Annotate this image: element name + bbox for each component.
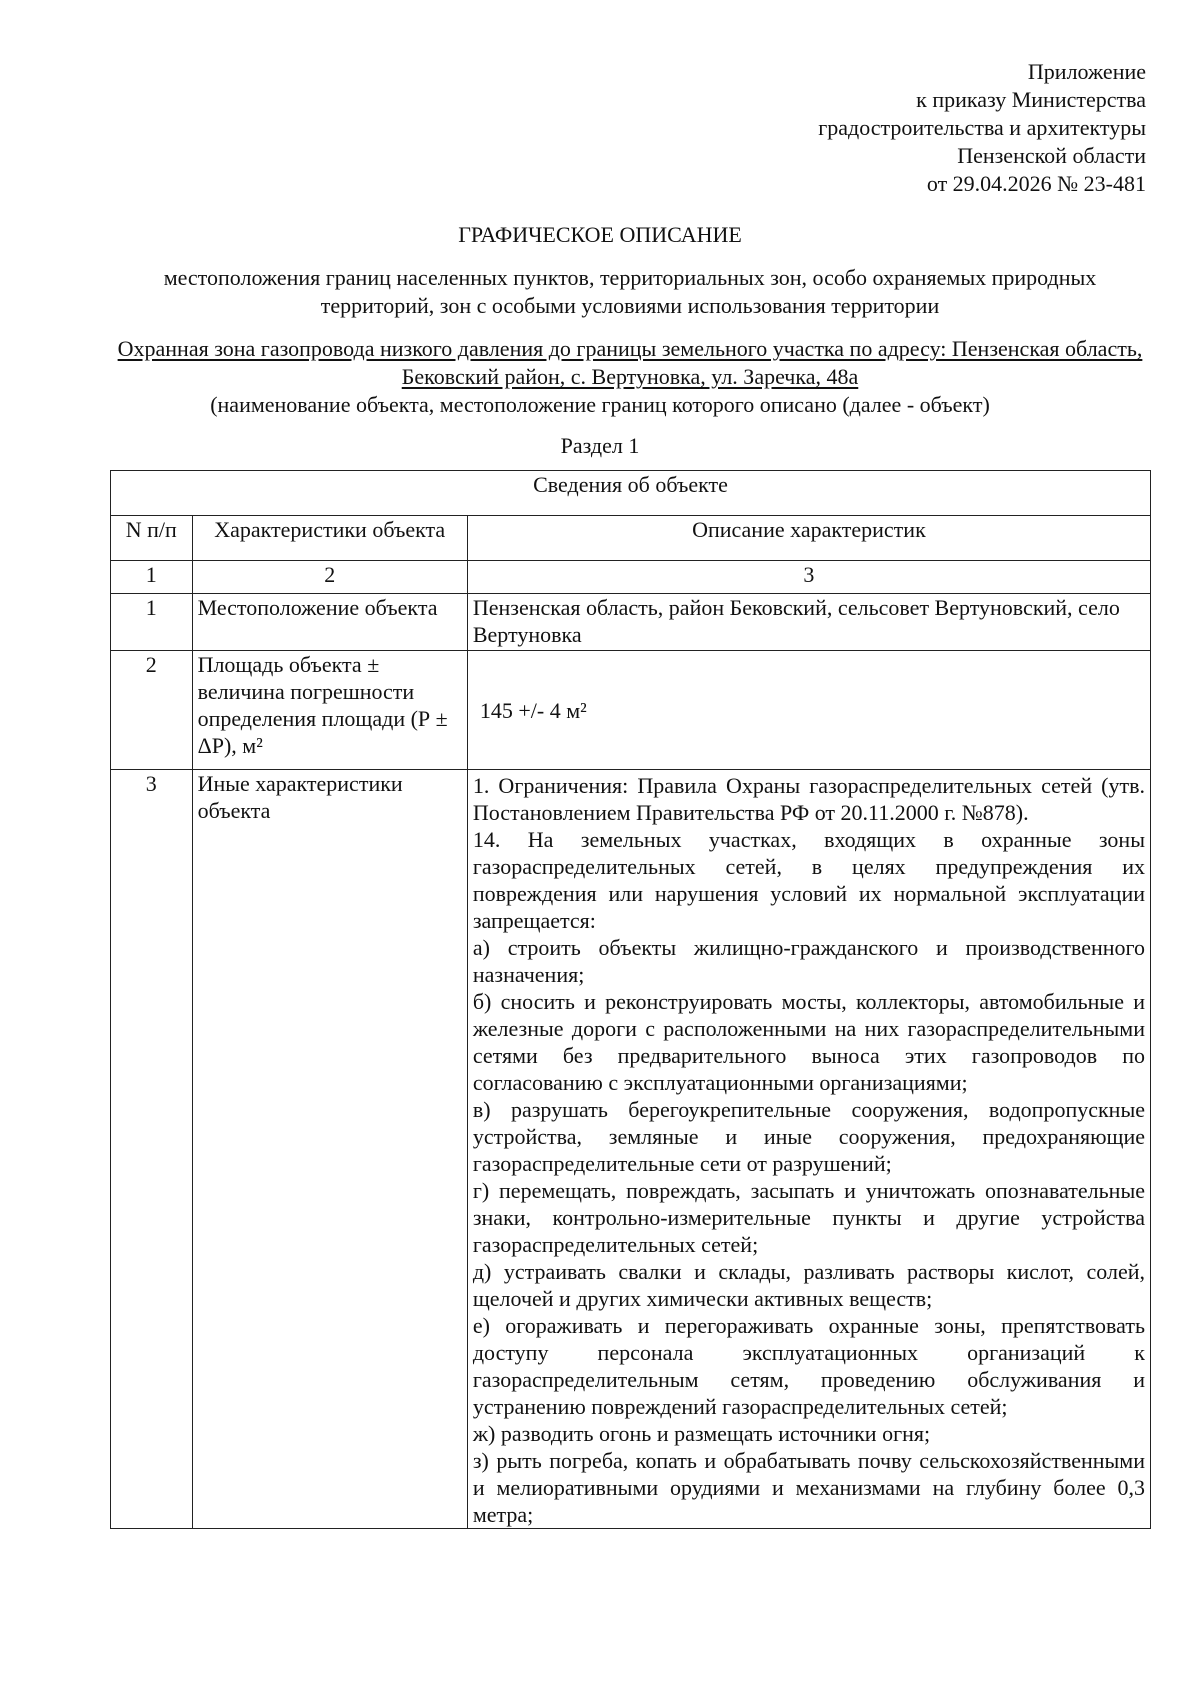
appendix-line: Приложение <box>1027 59 1146 84</box>
row-characteristic: Иные характеристики объекта <box>192 770 467 1529</box>
table-caption-row <box>111 471 1151 516</box>
row-number: 3 <box>111 770 193 1529</box>
paragraph: ж) разводить огонь и размещать источники огня; <box>472 1421 931 1446</box>
paragraph: а) строить объекты жилищно-гражданского и производственного назначения; <box>472 935 1145 987</box>
column-header-characteristic: Характеристики объекта <box>192 516 467 561</box>
document-title: ГРАФИЧЕСКОЕ ОПИСАНИЕ <box>458 222 742 247</box>
column-number: 3 <box>467 561 1150 594</box>
paragraph: 1. Ограничения: Правила Охраны газораспределительных сетей (утв. Постановлением Правительства РФ от 20.11.2000 г. №878). <box>472 773 1145 825</box>
row-description: Пензенская область, район Бековский, сельсовет Вертуновский, село Вертуновка <box>467 594 1150 651</box>
object-name: Охранная зона газопровода низкого давления до границы земельного участка по адресу: Пензенская область, Бековский район, с. Вертуновка, ул. Заречка, 48а <box>117 336 1143 389</box>
paragraph: в) разрушать берегоукрепительные сооружения, водопропускные устройства, земляные и иные сооружения, предохраняющие газораспределительные сети от разрушений; <box>472 1097 1145 1176</box>
document-subtitle: местоположения границ населенных пунктов, территориальных зон, особо охраняемых природных территорий, зон с особыми условиями использования территории <box>163 265 1097 318</box>
row-number: 2 <box>111 651 193 770</box>
table-row <box>111 651 1151 770</box>
paragraph: е) огораживать и перегораживать охранные зоны, препятствовать доступу персонала эксплуатационных организаций к газораспределительным сетям, проведению обслуживания и устранению повреждений газораспределительных сетей; <box>472 1313 1145 1419</box>
appendix-header <box>818 58 1146 198</box>
appendix-date-number: от 29.04.2026 № 23-481 <box>926 171 1146 196</box>
table-header-row <box>111 516 1151 561</box>
object-info-table <box>110 470 1151 1529</box>
section-title: Раздел 1 <box>560 433 640 458</box>
appendix-line: градостроительства и архитектуры <box>818 115 1146 140</box>
table-row <box>111 770 1151 1529</box>
row-description <box>467 770 1150 1529</box>
row-description: 145 +/- 4 м² <box>467 651 1150 770</box>
column-header-description: Описание характеристик <box>467 516 1150 561</box>
table-column-numbers-row <box>111 561 1151 594</box>
paragraph: д) устраивать свалки и склады, разливать растворы кислот, солей, щелочей и других химически активных веществ; <box>472 1259 1145 1311</box>
row-characteristic: Площадь объекта ± величина погрешности определения площади (Р ± ΔР), м² <box>192 651 467 770</box>
appendix-line: Пензенской области <box>957 143 1146 168</box>
column-header-number: N п/п <box>111 516 193 561</box>
paragraph: з) рыть погреба, копать и обрабатывать почву сельскохозяйственными и мелиоративными орудиями и механизмами на глубину более 0,3 метра; <box>472 1448 1145 1527</box>
paragraph: б) сносить и реконструировать мосты, коллекторы, автомобильные и железные дороги с расположенными на них газораспределительными сетями без предварительного выноса этих газопроводов по согласованию с эксплуатационными организациями; <box>472 989 1145 1095</box>
paragraph: г) перемещать, повреждать, засыпать и уничтожать опознавательные знаки, контрольно-измерительные пункты и другие устройства газораспределительных сетей; <box>472 1178 1145 1257</box>
object-name-caption: (наименование объекта, местоположение границ которого описано (далее - объект) <box>210 392 990 417</box>
column-number: 1 <box>111 561 193 594</box>
row-characteristic: Местоположение объекта <box>192 594 467 651</box>
row-number: 1 <box>111 594 193 651</box>
appendix-line: к приказу Министерства <box>916 87 1146 112</box>
table-row <box>111 594 1151 651</box>
table-caption: Сведения об объекте <box>111 471 1151 516</box>
column-number: 2 <box>192 561 467 594</box>
paragraph: 14. На земельных участках, входящих в охранные зоны газораспределительных сетей, в целях предупреждения их повреждения или нарушения условий их нормальной эксплуатации запрещается: <box>472 827 1145 933</box>
